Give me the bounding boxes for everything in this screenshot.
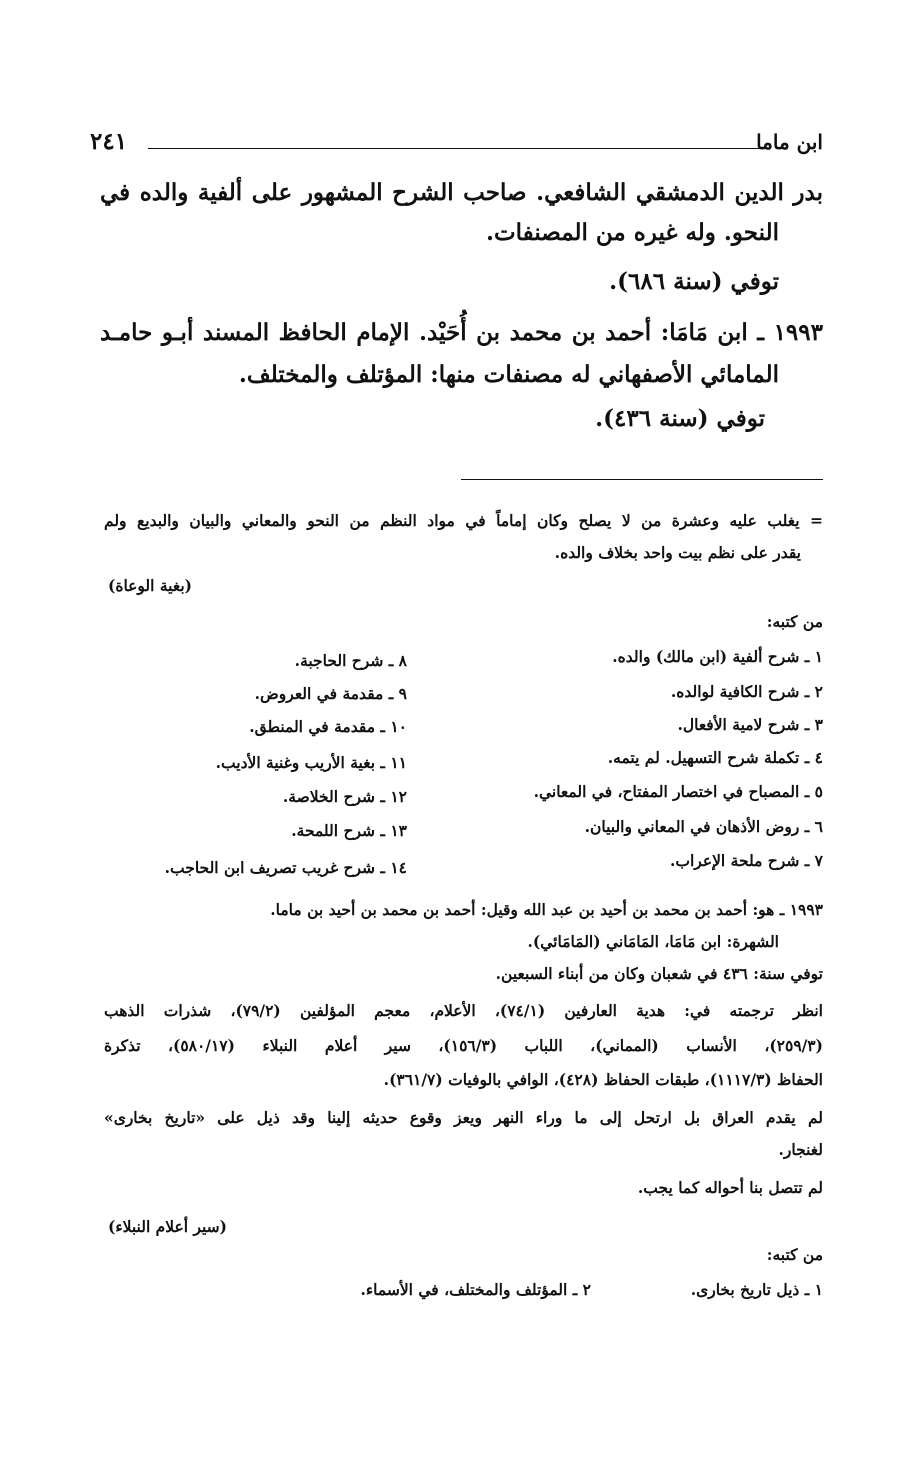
works-item: ١٣ ـ شرح اللمحة. [291, 821, 407, 840]
main-line: المامائي الأصفهاني له مصنفات منها: المؤتلف والمختلف. [238, 361, 779, 388]
footnote-line: يقدر على نظم بيت واحد بخلاف والده. [554, 543, 801, 562]
works-item: ٤ ـ تكملة شرح التسهيل. لم يتمه. [607, 748, 823, 767]
works-item: ١١ ـ بغية الأريب وغنية الأديب. [215, 753, 407, 772]
footnote-source: (بغية الوعاة) [108, 576, 192, 595]
footnote-line: انظر ترجمته في: هدية العارفين (٧٤/١)، الأعلام، معجم المؤلفين (٧٩/٢)، شذرات الذهب [104, 1001, 823, 1020]
footnote-line: (٢٥٩/٣)، الأنساب (المماني)، اللباب (١٥٦/٣)، سير أعلام النبلاء (٥٨٠/١٧)، تذكرة [104, 1036, 823, 1055]
works-item: ١٠ ـ مقدمة في المنطق. [249, 717, 407, 736]
footnote-source: (سير أعلام النبلاء) [108, 1217, 227, 1236]
main-line: النحو. وله غيره من المصنفات. [486, 219, 779, 246]
works-heading: من كتبه: [766, 612, 823, 631]
footnote-line: توفي سنة: ٤٣٦ في شعبان وكان من أبناء السبعين. [495, 964, 823, 983]
works-item: ١٢ ـ شرح الخلاصة. [282, 787, 407, 806]
footnote-separator [461, 479, 823, 480]
footnote-line: لم يقدم العراق بل ارتحل إلى ما وراء النهر ويعز وقوع حديثه إلينا وقد ذيل على «تاريخ بخارى» [104, 1108, 823, 1127]
works-item: ٢ ـ المؤتلف والمختلف، في الأسماء. [360, 1280, 591, 1299]
works-item: ١ ـ شرح ألفية (ابن مالك) والده. [612, 647, 823, 666]
footnote-line: الشهرة: ابن مَامَا، المَامَاني (المَامَائي). [527, 932, 779, 951]
works-item: ٦ ـ روض الأذهان في المعاني والبيان. [584, 817, 823, 836]
running-header [90, 128, 823, 162]
header-rule [148, 148, 761, 149]
footnote-line: لم تتصل بنا أحواله كما يجب. [637, 1178, 823, 1197]
works-item: ٩ ـ مقدمة في العروض. [254, 684, 407, 703]
works-item: ١٤ ـ شرح غريب تصريف ابن الحاجب. [164, 858, 407, 877]
footnote-entry-heading: ١٩٩٣ ـ هو: أحمد بن محمد بن أحيد بن عبد الله وقيل: أحمد بن محمد بن أحيد بن ماما. [270, 900, 823, 919]
footnote-line: الحفاظ (١١١٧/٣)، طبقات الحفاظ (٤٢٨)، الوافي بالوفيات (٣٦١/٧). [383, 1070, 823, 1089]
works-item: ٥ ـ المصباح في اختصار المفتاح، في المعاني. [533, 782, 823, 801]
works-item: ٨ ـ شرح الحاجبة. [294, 651, 407, 670]
works-heading: من كتبه: [766, 1245, 823, 1264]
works-item: ٣ ـ شرح لامية الأفعال. [677, 715, 823, 734]
works-item: ٢ ـ شرح الكافية لوالده. [670, 682, 823, 701]
death-date-line: توفي (سنة ٦٨٦). [609, 268, 779, 295]
works-item: ٧ ـ شرح ملحة الإعراب. [670, 851, 823, 870]
footnote-line: لغنجار. [778, 1140, 823, 1159]
entry-heading-1993: ١٩٩٣ ـ ابن مَامَا: أحمد بن محمد بن أُحَيْد. الإمام الحافظ المسند أبـو حامـد [100, 319, 823, 346]
running-title: ابن ماما [756, 130, 823, 154]
death-date-line: توفي (سنة ٤٣٦). [595, 405, 765, 432]
footnote-line: = يغلب عليه وعشرة من لا يصلح وكان إماماً في مواد النظم من النحو والمعاني والبيان والبديع ولم [104, 511, 823, 530]
main-line: بدر الدين الدمشقي الشافعي. صاحب الشرح المشهور على ألفية والده في [100, 179, 823, 206]
works-item: ١ ـ ذيل تاريخ بخارى. [690, 1280, 823, 1299]
page-number: ٢٤١ [90, 128, 128, 155]
